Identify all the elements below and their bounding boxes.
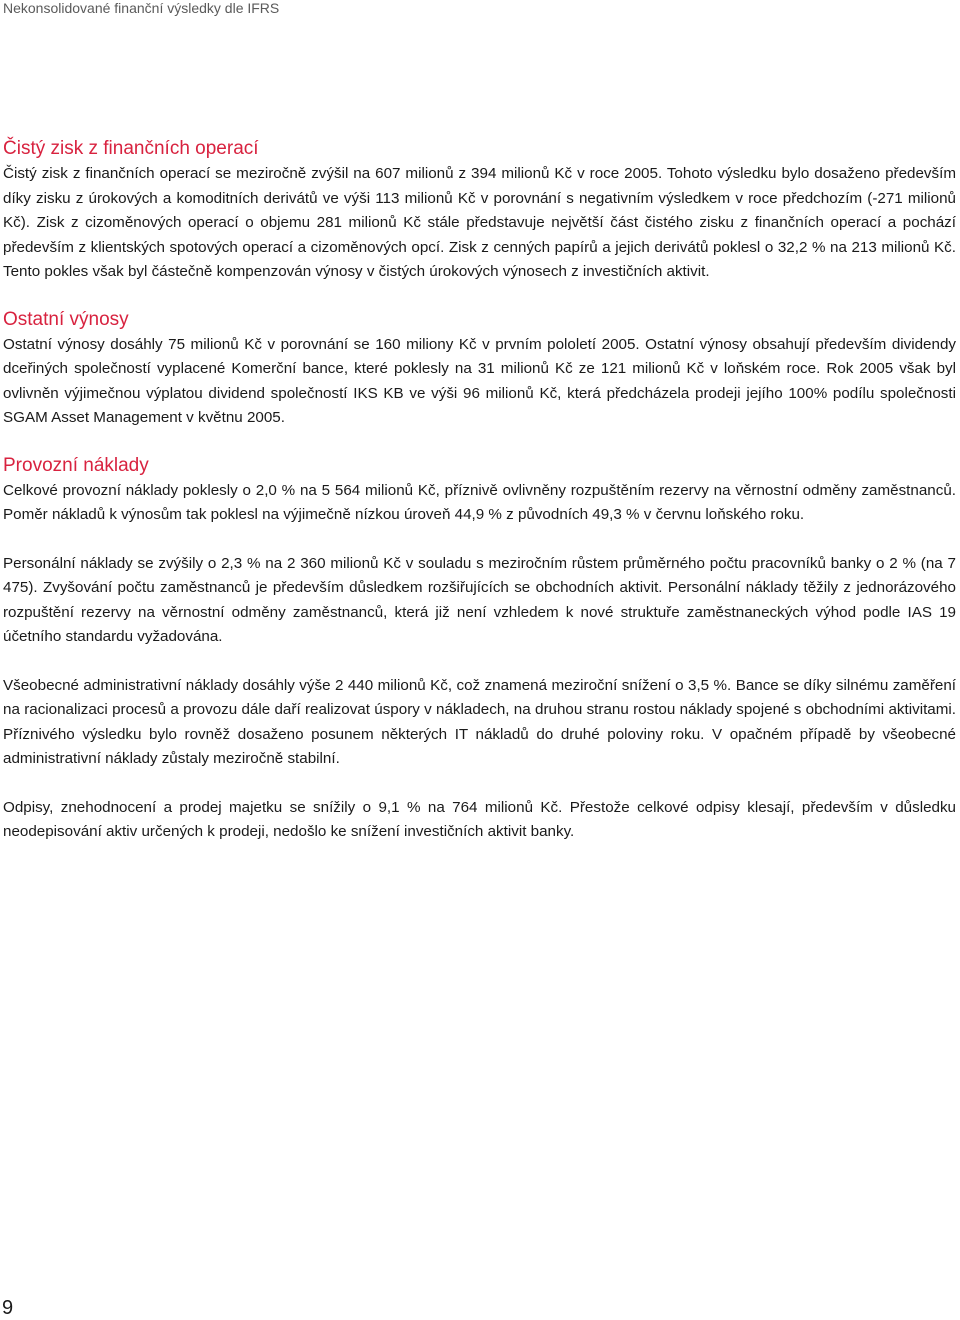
section-other-income [3, 307, 956, 431]
section-operating-costs [3, 453, 956, 845]
section-heading: Provozní náklady [3, 454, 149, 476]
paragraph: Odpisy, znehodnocení a prodej majetku se snížily o 9,1 % na 764 milionů Kč. Přestože celkové odpisy klesají, především v důsledku neodepisování aktiv určených k prodeji, nedošlo ke snížení investičních aktivit banky. [3, 798, 956, 840]
section-heading: Čistý zisk z finančních operací [3, 138, 259, 159]
paragraph: Čistý zisk z finančních operací se meziročně zvýšil na 607 milionů z 394 milionů Kč v roce 2005. Tohoto výsledku bylo dosaženo především díky zisku z úrokových a komoditních derivátů ve výši 113 milionů Kč v porovnání s negativním výsledkem v roce předchozím (-271 milionů Kč). Zisk z cizoměnových operací o objemu 281 milionů Kč stále představuje největší část čistého zisku z finančních operací a pochází především z klientských spotových operací a cizoměnových opcí. Zisk z cenných papírů a jejich derivátů poklesl o 32,2 % na 213 milionů Kč. Tento pokles však byl částečně kompenzován výnosy v čistých úrokových výnosech z investičních aktivit. [3, 165, 956, 280]
section-heading: Ostatní výnosy [3, 308, 129, 330]
section-financial-operations [3, 136, 956, 285]
running-header-title: Nekonsolidované finanční výsledky dle IFRS [3, 0, 280, 16]
paragraph: Celkové provozní náklady poklesly o 2,0 % na 5 564 milionů Kč, příznivě ovlivněny rozpuštěním rezervy na věrnostní odměny zaměstnanců. Poměr nákladů k výnosům tak poklesl na výjimečně nízkou úroveň 44,9 % z původních 49,3 % v červnu loňského roku. [3, 481, 956, 523]
document-body [3, 136, 956, 867]
page-number: 9 [2, 1297, 14, 1319]
paragraph: Všeobecné administrativní náklady dosáhly výše 2 440 milionů Kč, což znamená meziroční snížení o 3,5 %. Bance se díky silnému zaměření na racionalizaci procesů a provozu dále daří realizovat úspory v nákladech, na druhou stranu rostou náklady spojené s obchodními aktivitami. Příznivého výsledku bylo rovněž dosaženo posunem některých IT nákladů do druhé poloviny roku. V opačném případě by všeobecné administrativní náklady zůstaly meziročně stabilní. [3, 676, 956, 767]
paragraph: Ostatní výnosy dosáhly 75 milionů Kč v porovnání se 160 miliony Kč v prvním pololetí 2005. Ostatní výnosy obsahují především dividendy dceřiných společností vyplacené Komerční bance, které poklesly na 31 milionů Kč ze 121 milionů Kč v loňském roce. Rok 2005 však byl ovlivněn výjimečnou výplatou dividend společností IKS KB ve výši 96 milionů Kč, která předcházela prodeji jejího 100% podílu společnosti SGAM Asset Management v květnu 2005. [3, 335, 956, 426]
paragraph: Personální náklady se zvýšily o 2,3 % na 2 360 milionů Kč v souladu s meziročním růstem průměrného počtu pracovníků banky o 2 % (na 7 475). Zvyšování počtu zaměstnanců je především důsledkem rozšiřujících se obchodních aktivit. Personální náklady těžily z jednorázového rozpuštění rezervy na věrnostní odměny zaměstnanců, která již není vzhledem k nové struktuře zaměstnaneckých výhod podle IAS 19 účetního standardu vyžadována. [3, 554, 956, 645]
